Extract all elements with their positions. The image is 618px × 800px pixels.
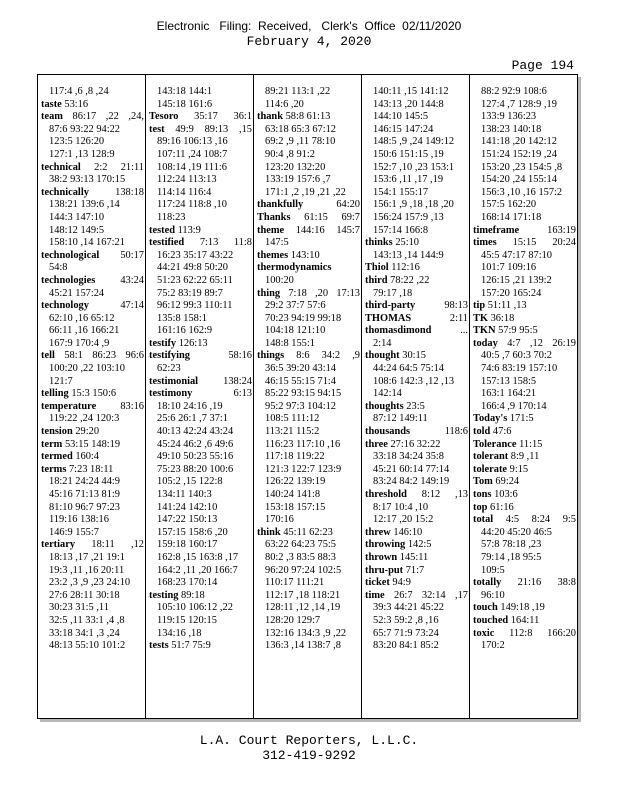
index-reference-line: 75:23 88:20 100:6	[157, 463, 234, 475]
index-term-line: think 45:11 62:23	[257, 526, 333, 538]
index-term-line: times 15:15 20:24	[473, 237, 576, 249]
index-term-line: told 47:6	[473, 426, 512, 438]
index-reference-line: 81:10 96:7 97:23	[49, 501, 121, 513]
index-reference-line: 74:6 83:19 157:10	[481, 363, 558, 375]
index-reference-line: 114:14 116:4	[157, 186, 212, 198]
index-reference-line: 112:24 113:13	[157, 174, 217, 186]
index-reference-line: 161:16 162:9	[157, 325, 213, 337]
index-reference-line: 109:5	[481, 564, 505, 576]
index-term-line: term 53:15 148:19	[41, 438, 121, 450]
index-reference-line: 96:12 99:3 110:11	[157, 300, 233, 312]
index-column-3	[257, 86, 360, 653]
index-column-5	[473, 86, 576, 653]
index-term-line: top 61:16	[473, 501, 514, 513]
index-reference-line: 144:10 145:5	[373, 111, 429, 123]
index-term-line: thoughts 23:5	[365, 400, 425, 412]
index-term-line: tip 51:11 ,13	[473, 300, 527, 312]
index-term-line: third 78:22 ,22	[365, 274, 430, 286]
index-reference-line: 88:2 92:9 108:6	[481, 86, 547, 97]
index-reference-line: 29:2 37:7 57:6	[265, 300, 326, 312]
index-reference-line: 135:8 158:1	[157, 312, 207, 324]
index-reference-line: 158:10 ,14 167:21	[49, 237, 125, 249]
index-term-line: Today's 171:5	[473, 413, 534, 425]
index-reference-line: 62:10 ,16 65:12	[49, 312, 115, 324]
index-reference-line: 100:20 ,22 103:10	[49, 363, 125, 375]
index-reference-line: 36:5 39:20 43:14	[265, 363, 337, 375]
index-term-line: themes 143:10	[257, 249, 320, 261]
index-reference-line: 65:7 71:9 73:24	[373, 627, 439, 639]
index-term-line: test 49:9 89:13 ,15	[149, 123, 252, 135]
index-reference-line: 134:16 ,18	[157, 627, 202, 639]
index-term-line: Tesoro 35:17 36:1	[149, 111, 252, 123]
index-reference-line: 123:20 132:20	[265, 161, 326, 173]
index-reference-line: 105:10 106:12 ,22	[157, 602, 233, 614]
index-reference-line: 113:21 115:2	[265, 426, 320, 438]
index-reference-line: 121:7	[49, 375, 73, 387]
index-reference-line: 45:24 46:2 ,6 49:6	[157, 438, 234, 450]
index-reference-line: 40:13 42:24 43:24	[157, 426, 234, 438]
index-reference-line: 119:16 138:16	[49, 514, 109, 526]
index-reference-line: 117:4 ,6 ,8 ,24	[49, 86, 109, 97]
index-term-line: thing 7:18 ,20 17:13	[257, 287, 360, 299]
index-reference-line: 162:8 ,15 163:8 ,17	[157, 551, 239, 563]
index-term-line: taste 53:16	[41, 98, 89, 110]
index-reference-line: 108:14 ,19 111:6	[157, 161, 227, 173]
index-term-line: terms 7:23 18:11	[41, 463, 114, 475]
index-reference-line: 23:2 ,3 ,9 ,23 24:10	[49, 577, 131, 589]
index-term-line: thermodynamics	[257, 262, 332, 274]
index-term-line: THOMAS 2:11	[365, 312, 468, 324]
index-term-line: third-party 98:13	[365, 300, 468, 312]
index-reference-line: 141:24 142:10	[157, 501, 218, 513]
index-reference-line: 83:24 84:2 149:19	[373, 476, 450, 488]
index-reference-line: 154:20 ,24 155:14	[481, 174, 557, 186]
index-reference-line: 117:18 119:22	[265, 451, 325, 463]
index-reference-line: 66:11 ,16 166:21	[49, 325, 120, 337]
index-term-line: tolerant 8:9 ,11	[473, 451, 540, 463]
index-term-line: thousands 118:6	[365, 426, 468, 438]
index-reference-line: 142:14	[373, 388, 402, 400]
index-term-line: testing 89:18	[149, 589, 205, 601]
index-term-line: testified 7:13 11:8	[149, 237, 252, 249]
index-reference-line: 143:13 ,14 144:9	[373, 249, 444, 261]
index-reference-line: 45:21 157:24	[49, 287, 105, 299]
index-reference-line: 18:13 ,17 ,21 19:1	[49, 551, 125, 563]
index-reference-line: 45:16 71:13 81:9	[49, 489, 121, 500]
index-reference-line: 128:20 129:7	[265, 614, 321, 626]
index-reference-line: 143:18 144:1	[157, 86, 213, 97]
index-term-line: TK 36:18	[473, 312, 515, 324]
index-term-line: technology 47:14	[41, 300, 144, 312]
index-term-line: testify 126:13	[149, 337, 208, 349]
index-reference-line: 114:6 ,20	[265, 98, 304, 110]
index-term-line: tension 29:20	[41, 426, 100, 438]
index-reference-line: 154:1 155:17	[373, 186, 429, 198]
index-reference-line: 166:4 ,9 170:14	[481, 400, 547, 412]
index-reference-line: 128:11 ,12 ,14 ,19	[265, 602, 341, 614]
index-term-line: totally 21:16 38:8	[473, 577, 576, 589]
index-reference-line: 48:13 55:10 101:2	[49, 640, 126, 652]
index-reference-line: 52:3 59:2 ,8 ,16	[373, 614, 439, 626]
index-term-line: tertiary 18:11 ,12	[41, 539, 144, 551]
index-reference-line: 38:2 93:13 170:15	[49, 174, 126, 186]
index-term-line: things 8:6 34:2 ,9	[257, 350, 360, 362]
index-term-line: team 86:17 ,22 ,24,	[41, 111, 144, 123]
index-reference-line: 132:16 134:3 ,9 ,22	[265, 627, 347, 639]
index-reference-line: 96:10	[481, 589, 505, 601]
index-reference-line: 80:2 ,3 83:5 88:3	[265, 551, 337, 563]
index-term-line: thinks 25:10	[365, 237, 420, 249]
index-term-line: Tolerance 11:15	[473, 438, 543, 450]
index-term-line: technologies 43:24	[41, 274, 144, 286]
index-reference-line: 146:15 147:24	[373, 123, 434, 135]
index-reference-line: 100:20	[265, 274, 294, 286]
index-reference-line: 40:5 ,7 60:3 70:2	[481, 350, 553, 362]
index-reference-line: 156:1 ,9 ,18 ,18 ,20	[373, 199, 454, 211]
index-reference-line: 83:20 84:1 85:2	[373, 640, 439, 652]
index-reference-line: 156:3 ,10 ,16 157:2	[481, 186, 563, 198]
index-term-line: TKN 57:9 95:5	[473, 325, 538, 337]
index-reference-line: 18:10 24:16 ,19	[157, 400, 223, 412]
index-term-line: threshold 8:12 ,13	[365, 489, 468, 500]
index-term-line: technological 50:17	[41, 249, 144, 261]
index-term-line: telling 15:3 150:6	[41, 388, 117, 400]
index-reference-line: 44:24 64:5 75:14	[373, 363, 445, 375]
index-reference-line: 127:4 ,7 128:9 ,19	[481, 98, 557, 110]
index-reference-line: 119:22 ,24 120:3	[49, 413, 120, 425]
index-reference-line: 16:23 35:17 43:22	[157, 249, 234, 261]
index-reference-line: 18:21 24:24 44:9	[49, 476, 121, 488]
index-reference-line: 148:5 ,9 ,24 149:12	[373, 136, 455, 148]
index-reference-line: 96:20 97:24 102:5	[265, 564, 342, 576]
index-reference-line: 45:21 60:14 77:14	[373, 463, 450, 475]
index-reference-line: 168:14 171:18	[481, 211, 542, 223]
index-reference-line: 167:9 170:4 ,9	[49, 337, 110, 349]
index-reference-line: 104:18 121:10	[265, 325, 326, 337]
index-reference-line: 157:5 162:20	[481, 199, 537, 211]
index-reference-line: 148:12 149:5	[49, 224, 105, 236]
index-reference-line: 79:14 ,18 95:5	[481, 551, 542, 563]
index-reference-line: 87:6 93:22 94:22	[49, 123, 121, 135]
index-reference-line: 138:21 139:6 ,14	[49, 199, 120, 211]
index-reference-line: 156:24 157:9 ,13	[373, 211, 444, 223]
filing-header: Electronic Filing: Received, Clerk's Office 02/11/2020	[156, 19, 462, 33]
index-term-line: Tom 69:24	[473, 476, 520, 488]
index-term-line: technically 138:18	[41, 186, 144, 198]
index-reference-line: 153:20 ,23 154:5 ,8	[481, 161, 563, 173]
index-reference-line: 116:23 117:10 ,16	[265, 438, 341, 450]
index-reference-line: 39:3 44:21 45:22	[373, 602, 445, 614]
index-reference-line: 164:2 ,11 ,20 166:7	[157, 564, 238, 576]
index-term-line: thrown 145:11	[365, 551, 429, 563]
index-reference-line: 75:2 83:19 89:7	[157, 287, 223, 299]
column-divider	[361, 75, 362, 718]
index-reference-line: 8:17 10:4 ,10	[373, 501, 429, 513]
index-reference-line: 170:16	[265, 514, 294, 526]
index-reference-line: 33:18 34:24 35:8	[373, 451, 445, 463]
index-reference-line: 32:5 ,11 33:1 ,4 ,8	[49, 614, 125, 626]
index-reference-line: 171:1 ,2 ,19 ,21 ,22	[265, 186, 346, 198]
index-reference-line: 79:17 ,18	[373, 287, 413, 299]
index-reference-line: 145:18 161:6	[157, 98, 213, 110]
index-reference-line: 33:18 34:1 ,3 ,24	[49, 627, 120, 639]
index-term-line: total 4:5 8:24 9:5	[473, 514, 576, 526]
index-term-line: tons 103:6	[473, 489, 518, 500]
index-reference-line: 90:4 ,8 91:2	[265, 148, 315, 160]
index-term-line: tests 51:7 75:9	[149, 640, 211, 652]
index-reference-line: 107:11 ,24 108:7	[157, 148, 228, 160]
index-reference-line: 54:8	[49, 262, 68, 274]
index-reference-line: 133:19 157:6 ,7	[265, 174, 331, 186]
index-reference-line: 19:3 ,11 ,16 20:11	[49, 564, 125, 576]
index-term-line: thank 58:8 61:13	[257, 111, 331, 123]
index-reference-line: 108:5 111:12	[265, 413, 320, 425]
index-reference-line: 70:23 94:19 99:18	[265, 312, 342, 324]
index-reference-line: 150:6 151:15 ,19	[373, 148, 444, 160]
index-reference-line: 95:2 97:3 104:12	[265, 400, 337, 412]
index-reference-line: 153:18 157:15	[265, 501, 326, 513]
index-reference-line: 119:15 120:15	[157, 614, 217, 626]
index-reference-line: 2:14	[373, 337, 392, 349]
index-reference-line: 89:21 113:1 ,22	[265, 86, 331, 97]
index-reference-line: 159:18 160:17	[157, 539, 218, 551]
index-reference-line: 69:2 ,9 ,11 78:10	[265, 136, 336, 148]
index-reference-line: 157:14 166:8	[373, 224, 429, 236]
index-reference-line: 44:21 49:8 50:20	[157, 262, 229, 274]
column-divider	[469, 75, 470, 718]
index-reference-line: 140:11 ,15 141:12	[373, 86, 449, 97]
index-reference-line: 141:18 ,20 142:12	[481, 136, 557, 148]
index-reference-line: 30:23 31:5 ,11	[49, 602, 109, 614]
index-reference-line: 105:2 ,15 122:8	[157, 476, 223, 488]
index-column-2	[149, 86, 252, 653]
index-reference-line: 147:5	[265, 237, 289, 249]
filing-date: February 4, 2020	[246, 34, 372, 49]
index-term-line: thought 30:15	[365, 350, 426, 362]
index-term-line: throwing 142:5	[365, 539, 432, 551]
index-reference-line: 85:22 93:15 94:15	[265, 388, 342, 400]
index-term-line: thankfully 64:20	[257, 199, 360, 211]
index-reference-line: 12:17 ,20 15:2	[373, 514, 434, 526]
index-term-line: three 27:16 32:22	[365, 438, 441, 450]
index-term-line: thomasdimond ...	[365, 325, 468, 337]
index-reference-line: 123:5 126:20	[49, 136, 105, 148]
index-reference-line: 133:9 136:23	[481, 111, 537, 123]
index-term-line: testifying 58:16	[149, 350, 252, 362]
index-reference-line: 144:3 147:10	[49, 211, 105, 223]
index-reference-line: 126:22 139:19	[265, 476, 326, 488]
index-reference-line: 62:23	[157, 363, 181, 375]
index-reference-line: 87:12 149:11	[373, 413, 428, 425]
index-reference-line: 118:23	[157, 211, 186, 223]
index-reference-line: 126:15 ,21 139:2	[481, 274, 552, 286]
index-term-line: threw 146:10	[365, 526, 423, 538]
index-reference-line: 121:3 122:7 123:9	[265, 463, 342, 475]
index-reference-line: 57:8 78:18 ,23	[481, 539, 542, 551]
index-term-line: tested 113:9	[149, 224, 201, 236]
index-reference-line: 51:23 62:22 65:11	[157, 274, 233, 286]
index-reference-line: 138:23 140:18	[481, 123, 542, 135]
index-term-line: temperature 83:16	[41, 400, 144, 412]
index-term-line: timeframe 163:19	[473, 224, 576, 236]
index-term-line: thru-put 71:7	[365, 564, 425, 576]
index-reference-line: 46:15 55:15 71:4	[265, 375, 337, 387]
index-reference-line: 110:17 111:21	[265, 577, 325, 589]
index-reference-line: 168:23 170:14	[157, 577, 218, 589]
index-reference-line: 152:7 ,10 ,23 153:1	[373, 161, 455, 173]
column-divider	[253, 75, 254, 718]
index-term-line: time 26:7 32:14 ,17	[365, 589, 468, 601]
index-reference-line: 151:24 152:19 ,24	[481, 148, 557, 160]
index-reference-line: 45:5 47:17 87:10	[481, 249, 553, 261]
index-term-line: Thanks 61:15 69:7	[257, 211, 360, 223]
index-term-line: today 4:7 ,12 26:19	[473, 337, 576, 349]
index-reference-line: 170:2	[481, 640, 505, 652]
index-reference-line: 63:22 64:23 75:5	[265, 539, 337, 551]
index-term-line: tell 58:1 86:23 96:6	[41, 350, 144, 362]
index-reference-line: 143:13 ,20 144:8	[373, 98, 444, 110]
index-term-line: Thiol 112:16	[365, 262, 420, 274]
index-term-line: testimony 6:13	[149, 388, 252, 400]
index-reference-line: 157:15 158:6 ,20	[157, 526, 228, 538]
index-reference-line: 101:7 109:16	[481, 262, 537, 274]
reporter-name: L.A. Court Reporters, L.L.C.	[199, 733, 419, 748]
index-reference-line: 134:11 140:3	[157, 489, 212, 500]
index-reference-line: 117:24 118:8 ,10	[157, 199, 227, 211]
index-reference-line: 147:22 150:13	[157, 514, 218, 526]
page-number: Page 194	[511, 58, 574, 73]
reporter-phone: 312-419-9292	[262, 748, 356, 763]
index-reference-line: 157:13 158:5	[481, 375, 537, 387]
column-divider	[145, 75, 146, 718]
index-term-line: toxic 112:8 166:20	[473, 627, 576, 639]
index-reference-line: 153:6 ,11 ,17 ,19	[373, 174, 444, 186]
index-reference-line: 157:20 165:24	[481, 287, 542, 299]
index-reference-line: 146:9 155:7	[49, 526, 99, 538]
index-reference-line: 127:1 ,13 128:9	[49, 148, 115, 160]
index-reference-line: 108:6 142:3 ,12 ,13	[373, 375, 455, 387]
index-term-line: technical 2:2 21:11	[41, 161, 144, 173]
index-column-4	[365, 86, 468, 653]
index-reference-line: 63:18 65:3 67:12	[265, 123, 337, 135]
index-term-line: tolerate 9:15	[473, 463, 529, 475]
index-term-line: touched 164:11	[473, 614, 540, 626]
index-reference-line: 89:16 106:13 ,16	[157, 136, 228, 148]
index-column-1	[41, 86, 144, 653]
index-reference-line: 148:8 155:1	[265, 337, 315, 349]
index-term-line: theme 144:16 145:7	[257, 224, 360, 236]
index-term-line: touch 149:18 ,19	[473, 602, 545, 614]
index-term-line: testimonial 138:24	[149, 375, 252, 387]
index-reference-line: 27:6 28:11 30:18	[49, 589, 120, 601]
index-reference-line: 136:3 ,14 138:7 ,8	[265, 640, 341, 652]
index-reference-line: 49:10 50:23 55:16	[157, 451, 234, 463]
index-term-line: termed 160:4	[41, 451, 100, 463]
index-reference-line: 112:17 ,18 118:21	[265, 589, 341, 601]
index-reference-line: 163:1 164:21	[481, 388, 537, 400]
index-reference-line: 140:24 141:8	[265, 489, 321, 500]
index-reference-line: 44:20 45:20 46:5	[481, 526, 553, 538]
index-reference-line: 25:6 26:1 ,7 37:1	[157, 413, 229, 425]
index-term-line: ticket 94:9	[365, 577, 411, 589]
